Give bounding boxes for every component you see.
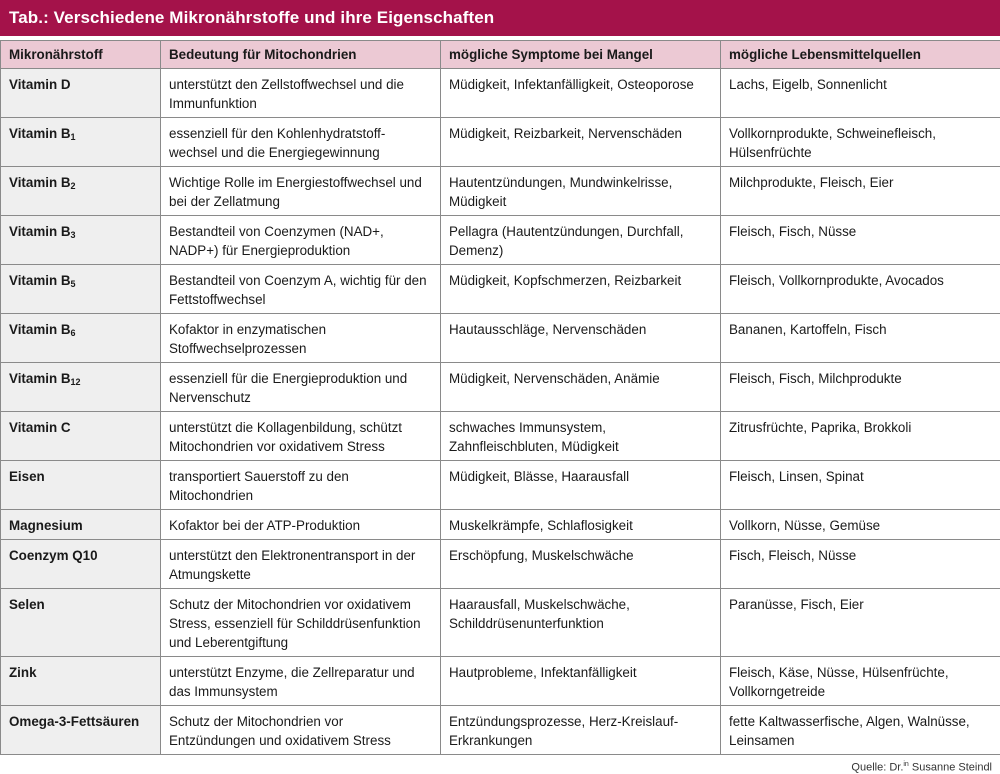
table-row [1,265,1000,314]
nutrient-name-cell [1,540,161,589]
nutrient-name: Magnesium [9,518,83,533]
symptoms-cell: Pellagra (Hautentzündungen, Durchfall, Demenz) [441,216,721,265]
sources-cell: Fleisch, Käse, Nüsse, Hülsenfrüchte, Vollkorngetreide [721,657,1000,706]
table-row [1,706,1000,755]
sources-cell: Lachs, Eigelb, Sonnenlicht [721,69,1000,118]
nutrient-name: Vitamin C [9,420,71,435]
meaning-cell: Kofaktor in enzymatischen Stoffwechselprozessen [161,314,441,363]
nutrient-name: Vitamin B [9,371,71,386]
meaning-cell: Kofaktor bei der ATP-Produktion [161,510,441,540]
meaning-cell: Bestandteil von Coenzymen (NAD+, NADP+) für Energieproduktion [161,216,441,265]
table-row [1,216,1000,265]
nutrient-name: Zink [9,665,37,680]
nutrient-subscript: 2 [71,181,76,191]
header-meaning: Bedeutung für Mitochondrien [161,41,441,69]
nutrient-name-cell [1,461,161,510]
nutrient-name: Vitamin D [9,77,71,92]
nutrient-name: Omega-3-Fettsäuren [9,714,139,729]
nutrient-name: Vitamin B [9,322,71,337]
sources-cell: Fleisch, Fisch, Milchprodukte [721,363,1000,412]
nutrient-name: Vitamin B [9,175,71,190]
nutrient-name-cell [1,265,161,314]
table-header-row [1,41,1000,69]
nutrient-name: Eisen [9,469,45,484]
nutrient-name-cell [1,412,161,461]
meaning-cell: Bestandteil von Coenzym A, wichtig für den Fettstoffwechsel [161,265,441,314]
nutrient-name-cell [1,69,161,118]
table-row [1,167,1000,216]
table-row [1,363,1000,412]
table-row [1,69,1000,118]
symptoms-cell: Hautentzündungen, Mundwinkelrisse, Müdigkeit [441,167,721,216]
source-prefix: Quelle: Dr. [851,762,903,774]
header-sources: mögliche Lebensmittelquellen [721,41,1000,69]
source-credit [0,755,1000,774]
nutrient-name: Vitamin B [9,126,71,141]
symptoms-cell: Erschöpfung, Muskelschwäche [441,540,721,589]
nutrient-name-cell [1,363,161,412]
sources-cell: Bananen, Kartoffeln, Fisch [721,314,1000,363]
symptoms-cell: schwaches Immunsystem, Zahnfleischbluten, Müdigkeit [441,412,721,461]
sources-cell: Fisch, Fleisch, Nüsse [721,540,1000,589]
meaning-cell: unterstützt den Elektronentransport in der Atmungskette [161,540,441,589]
nutrient-subscript: 5 [71,279,76,289]
sources-cell: Fleisch, Vollkornprodukte, Avocados [721,265,1000,314]
sources-cell: Vollkorn, Nüsse, Gemüse [721,510,1000,540]
table-row [1,461,1000,510]
nutrient-name-cell [1,216,161,265]
sources-cell: Fleisch, Linsen, Spinat [721,461,1000,510]
micronutrient-table [0,40,1000,755]
table-row [1,657,1000,706]
nutrient-subscript: 1 [71,132,76,142]
meaning-cell: unterstützt Enzyme, die Zellreparatur und das Immunsystem [161,657,441,706]
nutrient-subscript: 3 [71,230,76,240]
symptoms-cell: Müdigkeit, Kopfschmerzen, Reizbarkeit [441,265,721,314]
table-row [1,540,1000,589]
sources-cell: Vollkornprodukte, Schweinefleisch, Hülsenfrüchte [721,118,1000,167]
symptoms-cell: Muskelkrämpfe, Schlaflosigkeit [441,510,721,540]
symptoms-cell: Müdigkeit, Nervenschäden, Anämie [441,363,721,412]
meaning-cell: unterstützt den Zellstoffwechsel und die Immunfunktion [161,69,441,118]
nutrient-name-cell [1,314,161,363]
nutrient-name-cell [1,657,161,706]
symptoms-cell: Müdigkeit, Reizbarkeit, Nervenschäden [441,118,721,167]
sources-cell: Milchprodukte, Fleisch, Eier [721,167,1000,216]
sources-cell: fette Kaltwasserfische, Algen, Walnüsse, Leinsamen [721,706,1000,755]
sources-cell: Paranüsse, Fisch, Eier [721,589,1000,657]
meaning-cell: essenziell für die Energieproduktion und Nervenschutz [161,363,441,412]
meaning-cell: Schutz der Mitochondrien vor Entzündungen und oxidativem Stress [161,706,441,755]
symptoms-cell: Haarausfall, Muskelschwäche, Schilddrüsenunterfunktion [441,589,721,657]
meaning-cell: transportiert Sauerstoff zu den Mitochondrien [161,461,441,510]
nutrient-subscript: 6 [71,328,76,338]
meaning-cell: Wichtige Rolle im Energiestoffwechsel und bei der Zellatmung [161,167,441,216]
source-author: Susanne Steindl [909,762,992,774]
table-row [1,314,1000,363]
source-title-sup: in [903,761,908,768]
meaning-cell: Schutz der Mitochondrien vor oxidativem Stress, essenziell für Schilddrüsenfunktion und Leberentgiftung [161,589,441,657]
table-row [1,589,1000,657]
symptoms-cell: Hautausschläge, Nervenschäden [441,314,721,363]
nutrient-name: Vitamin B [9,273,71,288]
nutrient-name-cell [1,510,161,540]
meaning-cell: essenziell für den Kohlenhydratstoff-wechsel und die Energiegewinnung [161,118,441,167]
table-row [1,510,1000,540]
symptoms-cell: Hautprobleme, Infektanfälligkeit [441,657,721,706]
nutrient-name-cell [1,118,161,167]
symptoms-cell: Entzündungsprozesse, Herz-Kreislauf-Erkrankungen [441,706,721,755]
meaning-cell: unterstützt die Kollagenbildung, schützt Mitochondrien vor oxidativem Stress [161,412,441,461]
nutrient-name: Coenzym Q10 [9,548,98,563]
sources-cell: Fleisch, Fisch, Nüsse [721,216,1000,265]
header-symptoms: mögliche Symptome bei Mangel [441,41,721,69]
nutrient-name-cell [1,706,161,755]
header-nutrient: Mikronährstoff [1,41,161,69]
symptoms-cell: Müdigkeit, Blässe, Haarausfall [441,461,721,510]
nutrient-subscript: 12 [71,377,81,387]
nutrient-name: Vitamin B [9,224,71,239]
table-row [1,412,1000,461]
table-title: Tab.: Verschiedene Mikronährstoffe und ihre Eigenschaften [0,0,1000,36]
nutrient-name-cell [1,589,161,657]
sources-cell: Zitrusfrüchte, Paprika, Brokkoli [721,412,1000,461]
table-row [1,118,1000,167]
nutrient-name: Selen [9,597,45,612]
symptoms-cell: Müdigkeit, Infektanfälligkeit, Osteoporose [441,69,721,118]
nutrient-name-cell [1,167,161,216]
